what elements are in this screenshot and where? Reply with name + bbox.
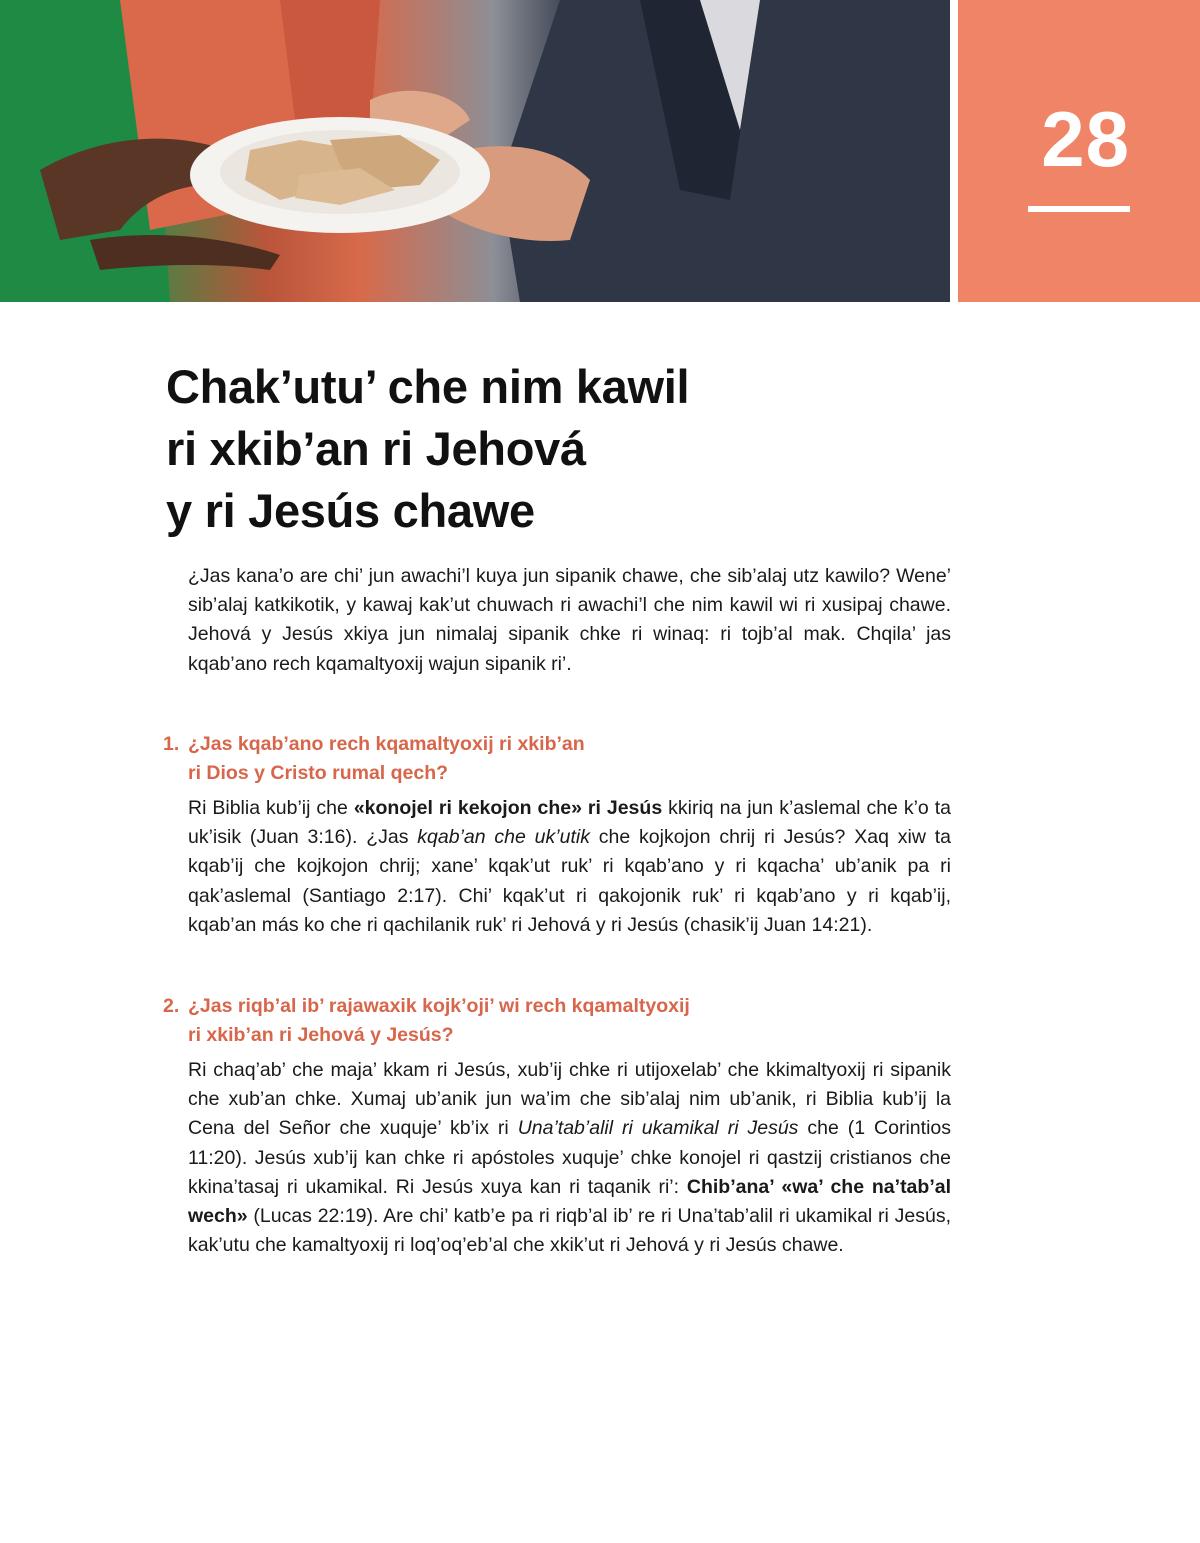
answer-1-text-2: kkiriq na jun k’aslemal che k’o ta uk’isik (Juan 3:16). ¿Jas bbox=[188, 797, 952, 849]
title-line-3: y ri Jesús chawe bbox=[166, 484, 535, 537]
answer-1-bold-1: «konojel ri kekojon che» ri Jesús bbox=[353, 797, 663, 819]
answer-2-text-3: (Lucas 22:19). Are chi’ katb’e pa ri riqb’al ib’ re ri Una’tab’alil ri ukamikal ri Jesús, kak’utu che kamaltyoxij ri loq’oq’eb’al che xkik’ut ri Jehová y ri Jesús chawe. bbox=[188, 1205, 951, 1257]
title-line-1: Chak’utu’ che nim kawil bbox=[166, 360, 690, 413]
answer-2-paragraph bbox=[188, 1056, 951, 1260]
question-1-number: 1. bbox=[163, 733, 180, 755]
question-1-line-2: ri Dios y Cristo rumal qech? bbox=[188, 762, 449, 784]
header-photo bbox=[0, 0, 950, 302]
answer-2-text-1: Ri chaq’ab’ che maja’ kkam ri Jesús, xub’ij chke ri utijoxelab’ che kkimaltyoxij ri sipanik che xub’an chke. Xumaj ub’anik jun wa’im che sib’alaj nim ub’anik, ri Biblia kub’ij la Cena del Señor che xuquje’ kb’ix ri bbox=[188, 1059, 951, 1140]
answer-2-text-2: che (1 Corintios 11:20). Jesús xub’ij kan chke ri apóstoles xuquje’ chke konojel ri qastzij cristianos che kkina’tasaj ri ukamikal. Ri Jesús xuya kan ri taqanik ri’: bbox=[188, 1117, 951, 1198]
chapter-block bbox=[958, 0, 1200, 302]
question-1-line-1: ¿Jas kqab’ano rech kqamaltyoxij ri xkib’an bbox=[188, 733, 585, 755]
page-title bbox=[166, 356, 926, 542]
answer-1-paragraph bbox=[188, 794, 951, 940]
answer-1-text-1: Ri Biblia kub’ij che bbox=[188, 797, 354, 819]
question-1 bbox=[163, 730, 953, 788]
answer-2-italic-1: Una’tab’alil ri ukamikal ri Jesús bbox=[517, 1117, 799, 1140]
answer-1-italic-1: kqab’an che uk’utik bbox=[417, 826, 590, 849]
title-line-2: ri xkib’an ri Jehová bbox=[166, 422, 586, 475]
question-2-line-1: ¿Jas riqb’al ib’ rajawaxik kojk’oji’ wi rech kqamaltyoxij bbox=[188, 995, 690, 1017]
answer-1-text-3: che kojkojon chrij ri Jesús? Xaq xiw ta kqab’ij che kojkojon chrij; xane’ kqak’ut ruk’ ri kqab’ano y ri kqacha’ ub’anik pa ri qak’aslemal (Santiago 2:17). Chi’ kqak’ut ri qakojonik ruk’ ri kqab’ano y ri kqab’ij, kqab’an más ko che ri qachilanik ruk’ ri Jehová y ri Jesús (chasik’ij Juan 14:21). bbox=[188, 826, 951, 936]
chapter-number: 28 bbox=[1041, 95, 1130, 183]
question-2 bbox=[163, 992, 953, 1050]
bread-plate-photo bbox=[0, 0, 950, 302]
chapter-divider bbox=[1028, 206, 1130, 212]
answer-2-bold-1: Chib’ana’ «wa’ che na’tab’al wech» bbox=[188, 1175, 951, 1228]
question-2-line-2: ri xkib’an ri Jehová y Jesús? bbox=[188, 1024, 454, 1046]
intro-paragraph: ¿Jas kana’o are chi’ jun awachi’l kuya jun sipanik chawe, che sib’alaj utz kawilo? Wene’ sib’alaj katkikotik, y kawaj kak’ut chuwach ri awachi’l che nim kawil wi ri xusipaj chawe. Jehová y Jesús xkiya jun nimalaj sipanik chke ri winaq: ri tojb’al mak. Chqila’ jas kqab’ano rech kqamaltyoxij wajun sipanik ri’. bbox=[188, 565, 951, 675]
question-2-number: 2. bbox=[163, 995, 180, 1017]
